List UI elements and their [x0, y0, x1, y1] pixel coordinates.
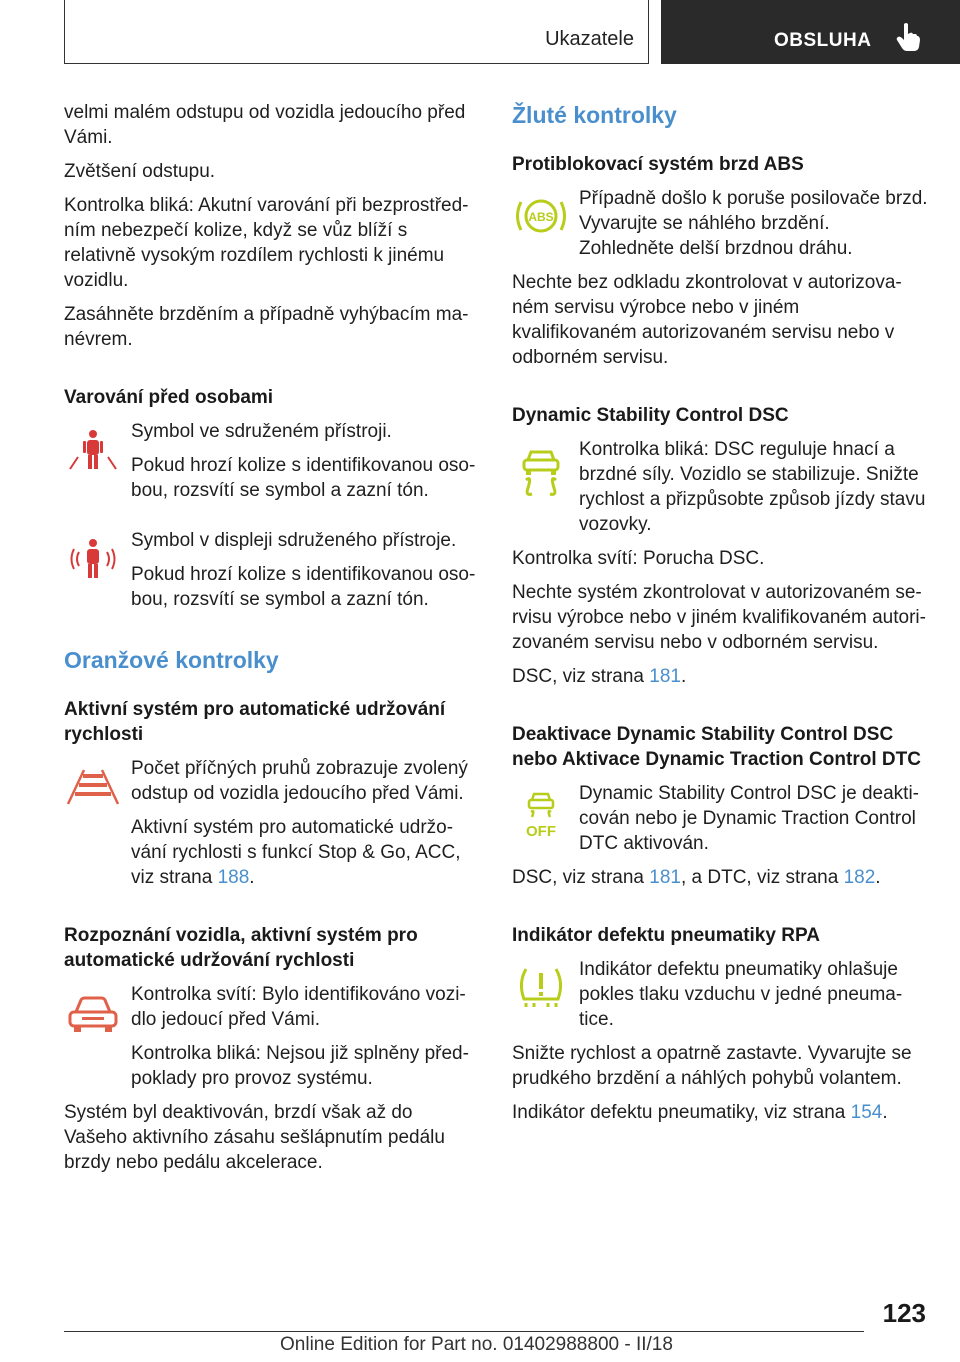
dsc-entry [512, 437, 928, 537]
pedestrian-entry-2 [64, 528, 480, 612]
pedestrian-warning-icon [64, 425, 122, 475]
vehicle-detection-text-a: Kontrolka svítí: Bylo identifikováno vozi‐dlo jedoucí před Vámi. [131, 984, 466, 1030]
abs-entry [512, 186, 928, 261]
dtc-reference: DSC, viz strana 181, a DTC, viz strana 182. [512, 867, 881, 888]
vehicle-detection-text-c: Systém byl deaktivován, brzdí však až do Vašeho aktivního zásahu sešlápnutím pedálu brzdy nebo pedálu akcelerace. [64, 1102, 445, 1173]
left-column [64, 100, 480, 1184]
orange-lights-heading: Oranžové kontrolky [64, 647, 279, 673]
acc-text-b: Aktivní systém pro automatické udržo‐vání rychlosti s funkcí Stop & Go, ACC, viz strana [131, 817, 461, 888]
dsc-text-b: Kontrolka svítí: Porucha DSC. [512, 548, 765, 569]
dsc-page-link[interactable]: 181 [649, 666, 681, 687]
right-column [512, 100, 928, 1134]
pedestrian-display-icon [64, 534, 122, 584]
vehicle-detection-heading: Rozpoznání vozidla, aktivní systém pro automatické udržování rychlosti [64, 925, 418, 971]
hand-pointer-icon [895, 22, 921, 52]
abs-text-a: Případně došlo k poruše posilovače brzd. Vyvarujte se náhlého brzdění. Zohledněte delší brzdnou dráhu. [579, 188, 928, 259]
page-number: 123 [882, 1298, 926, 1328]
rpa-reference-text: Indikátor defektu pneumatiky, viz strana [512, 1102, 851, 1123]
dtc-entry [512, 781, 928, 856]
dtc-heading: Deaktivace Dynamic Stability Control DSC nebo Aktivace Dynamic Traction Control DTC [512, 724, 921, 770]
header-box [64, 0, 649, 64]
tire-pressure-warning-icon [512, 963, 570, 1013]
rpa-text-b: Snižte rychlost a opatrně zastavte. Vyvarujte se prudkého brzdění a náhlých pohybů volantem. [512, 1043, 912, 1089]
abs-warning-icon [512, 192, 570, 242]
footer-edition: Online Edition for Part no. 01402988800 - II/18 [280, 1334, 673, 1355]
yellow-lights-heading: Žluté kontrolky [512, 102, 677, 128]
footer-divider [64, 1331, 864, 1332]
acc-page-link[interactable]: 188 [217, 867, 250, 888]
header-section-title: Ukazatele [545, 28, 634, 50]
abs-heading: Protiblokovací systém brzd ABS [512, 154, 804, 175]
rpa-heading: Indikátor defektu pneumatiky RPA [512, 925, 820, 946]
dsc-text-a: Kontrolka bliká: DSC reguluje hnací a brzdné síly. Vozidlo se stabilizuje. Snižte rychlost a přizpůsobte způsob jízdy stavu vozovky. [579, 439, 926, 535]
header-chapter-label: OBSLUHA [774, 30, 872, 51]
vehicle-detection-entry [64, 982, 480, 1091]
dtc-page-link[interactable]: 182 [843, 867, 876, 888]
abs-icon-label: ABS [528, 210, 554, 224]
acc-entry [64, 756, 480, 806]
dsc-reference: DSC, viz strana 181. [512, 666, 687, 687]
acc-heading: Aktivní systém pro automatické udržování rychlosti [64, 699, 446, 745]
vehicle-ahead-icon [64, 988, 122, 1038]
header-chapter-tab[interactable] [661, 0, 960, 64]
dsc-reference-text: DSC, viz strana [512, 666, 650, 687]
vehicle-detection-text-b: Kontrolka bliká: Nejsou již splněny před‐poklady pro provoz systému. [131, 1043, 469, 1089]
pedestrian-entry-1-text-b: Pokud hrozí kolize s identifikovanou oso‐bou, rozsvítí se symbol a zazní tón. [131, 455, 476, 501]
rpa-text-a: Indikátor defektu pneumatiky ohlašuje pokles tlaku vzduchu v jedné pneuma‐tice. [579, 959, 903, 1030]
acc-text-b-first: Aktivní systém pro automatické udržo‐vání rychlosti s funkcí Stop & Go, ACC, viz strana 188. [131, 817, 461, 888]
pedestrian-entry-1 [64, 419, 480, 503]
dtc-text-a: Dynamic Stability Control DSC je deakti‐cován nebo je Dynamic Traction Control DTC aktivován. [579, 783, 920, 854]
rpa-page-link[interactable]: 154 [850, 1102, 883, 1123]
fcw-text-1: velmi malém odstupu od vozidla jedoucího před Vámi. [64, 102, 466, 148]
dtc-dsc-page-link[interactable]: 181 [649, 867, 681, 888]
off-icon-label: OFF [526, 823, 556, 840]
dtc-reference-text-2: , a DTC, viz strana [680, 867, 844, 888]
pedestrian-warning-heading: Varování před osobami [64, 387, 274, 408]
acc-text-a: Počet příčných pruhů zobrazuje zvolený odstup od vozidla jedoucího před Vámi. [131, 758, 468, 804]
pedestrian-entry-1-text-a: Symbol ve sdruženém přístroji. [131, 421, 392, 442]
dsc-heading: Dynamic Stability Control DSC [512, 405, 789, 426]
dsc-text-c: Nechte systém zkontrolovat v autorizovaném se‐rvisu výrobce nebo v jiném kvalifikovaném autori‐zovaném servisu nebo v odborném servisu. [512, 582, 926, 653]
dtc-reference-text-1: DSC, viz strana [512, 867, 650, 888]
dsc-skid-car-icon [512, 441, 570, 497]
fcw-text-4: Zasáhněte brzděním a případně vyhýbacím ma‐névrem. [64, 304, 469, 350]
fcw-text-2: Zvětšení odstupu. [64, 161, 216, 182]
pedestrian-entry-2-text-b: Pokud hrozí kolize s identifikovanou oso‐bou, rozsvítí se symbol a zazní tón. [131, 564, 476, 610]
fcw-text-3: Kontrolka bliká: Akutní varování při bezprostřed‐ním nebezpečí kolize, když se vůz blíží s relativně vysokým rozdílem rychlosti k jinému vozidlu. [64, 195, 469, 291]
dsc-off-icon [512, 787, 570, 843]
rpa-entry [512, 957, 928, 1032]
pedestrian-entry-2-text-a: Symbol v displeji sdruženého přístroje. [131, 530, 457, 551]
abs-text-b: Nechte bez odkladu zkontrolovat v autorizova‐ném servisu výrobce nebo v jiném kvalifikovaném autorizovaném servisu nebo v odborném servisu. [512, 272, 902, 368]
distance-bars-icon [64, 762, 122, 812]
rpa-reference: Indikátor defektu pneumatiky, viz strana 154. [512, 1102, 888, 1123]
